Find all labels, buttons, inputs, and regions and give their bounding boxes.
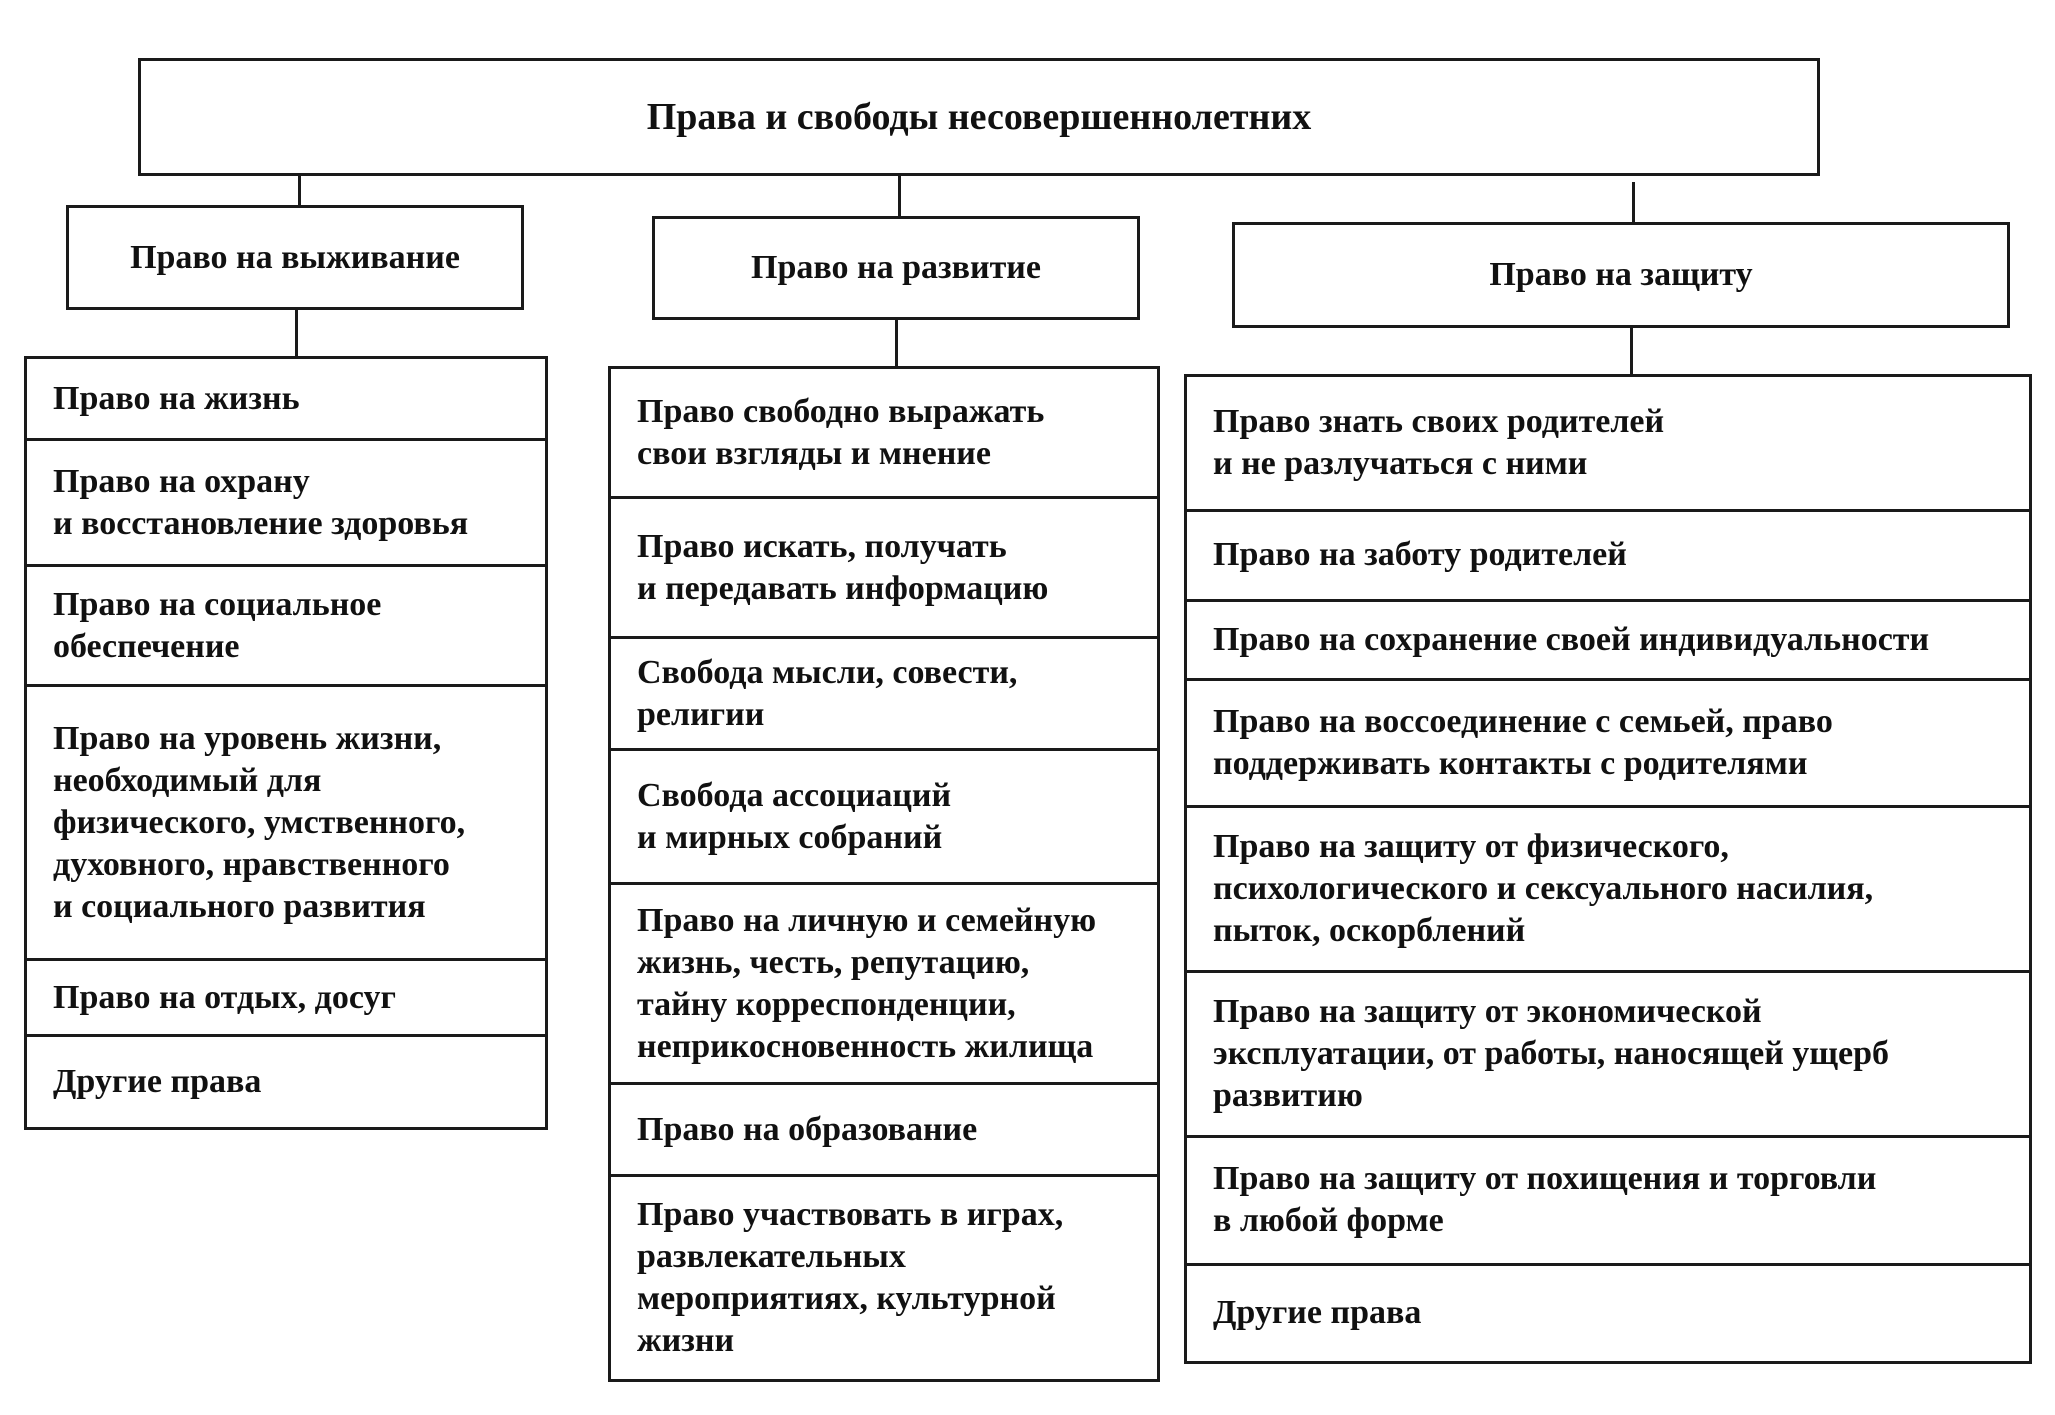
diagram-title [138,58,1820,176]
list-item: Право на личную и семейную жизнь, честь, репутацию, тайну корреспонденции, неприкосновенность жилища [611,885,1157,1085]
protection-rights-list [1184,374,2032,1364]
list-item: Свобода мысли, совести, религии [611,639,1157,751]
list-item: Право на образование [611,1085,1157,1177]
list-item: Другие права [1213,1294,1422,1332]
list-item: Право на сохранение своей индивидуальности [1187,602,2029,682]
category-development [652,216,1140,320]
connector-protection-to-list [1630,328,1633,376]
list-item: Свобода ассоциаций и мирных собраний [611,751,1157,885]
survival-rights-list [24,356,548,1130]
list-item: Право на воссоединение с семьей, право поддерживать контакты с родителями [1187,681,2029,808]
category-survival [66,205,524,310]
connector-development-to-list [895,320,898,368]
connector-title-to-protection [1632,182,1635,226]
list-item: Право знать своих родителей и не разлучаться с ними [1187,377,2029,512]
category-development-label: Право на развитие [751,249,1041,286]
list-item: Право на защиту от похищения и торговли в любой форме [1187,1138,2029,1265]
list-item: Право на жизнь [27,359,545,441]
list-item: Право на социальное обеспечение [27,567,545,687]
list-item: Другие права [53,1063,262,1100]
list-item: Право искать, получать и передавать информацию [611,499,1157,639]
connector-survival-to-list [295,310,298,358]
list-item: Право на отдых, досуг [27,961,545,1037]
list-item: Право на защиту от физического, психологического и сексуального насилия, пыток, оскорблений [1187,808,2029,973]
category-protection-label: Право на защиту [1489,256,1753,293]
list-item: Право участвовать в играх, развлекательных мероприятиях, культурной жизни [637,1196,1064,1359]
diagram-title-text: Права и свободы несовершеннолетних [646,96,1312,138]
list-item: Право на уровень жизни, необходимый для физического, умственного, духовного, нравственного и социального развития [27,687,545,961]
list-item: Право на охрану и восстановление здоровья [27,441,545,567]
list-item: Право свободно выражать свои взгляды и мнение [611,369,1157,499]
connector-title-to-development [898,174,901,218]
list-item: Право на защиту от экономической эксплуатации, от работы, наносящей ущерб развитию [1187,973,2029,1138]
development-rights-list [608,366,1160,1382]
category-protection [1232,222,2010,328]
category-survival-label: Право на выживание [130,238,460,276]
list-item: Право на заботу родителей [1187,512,2029,601]
